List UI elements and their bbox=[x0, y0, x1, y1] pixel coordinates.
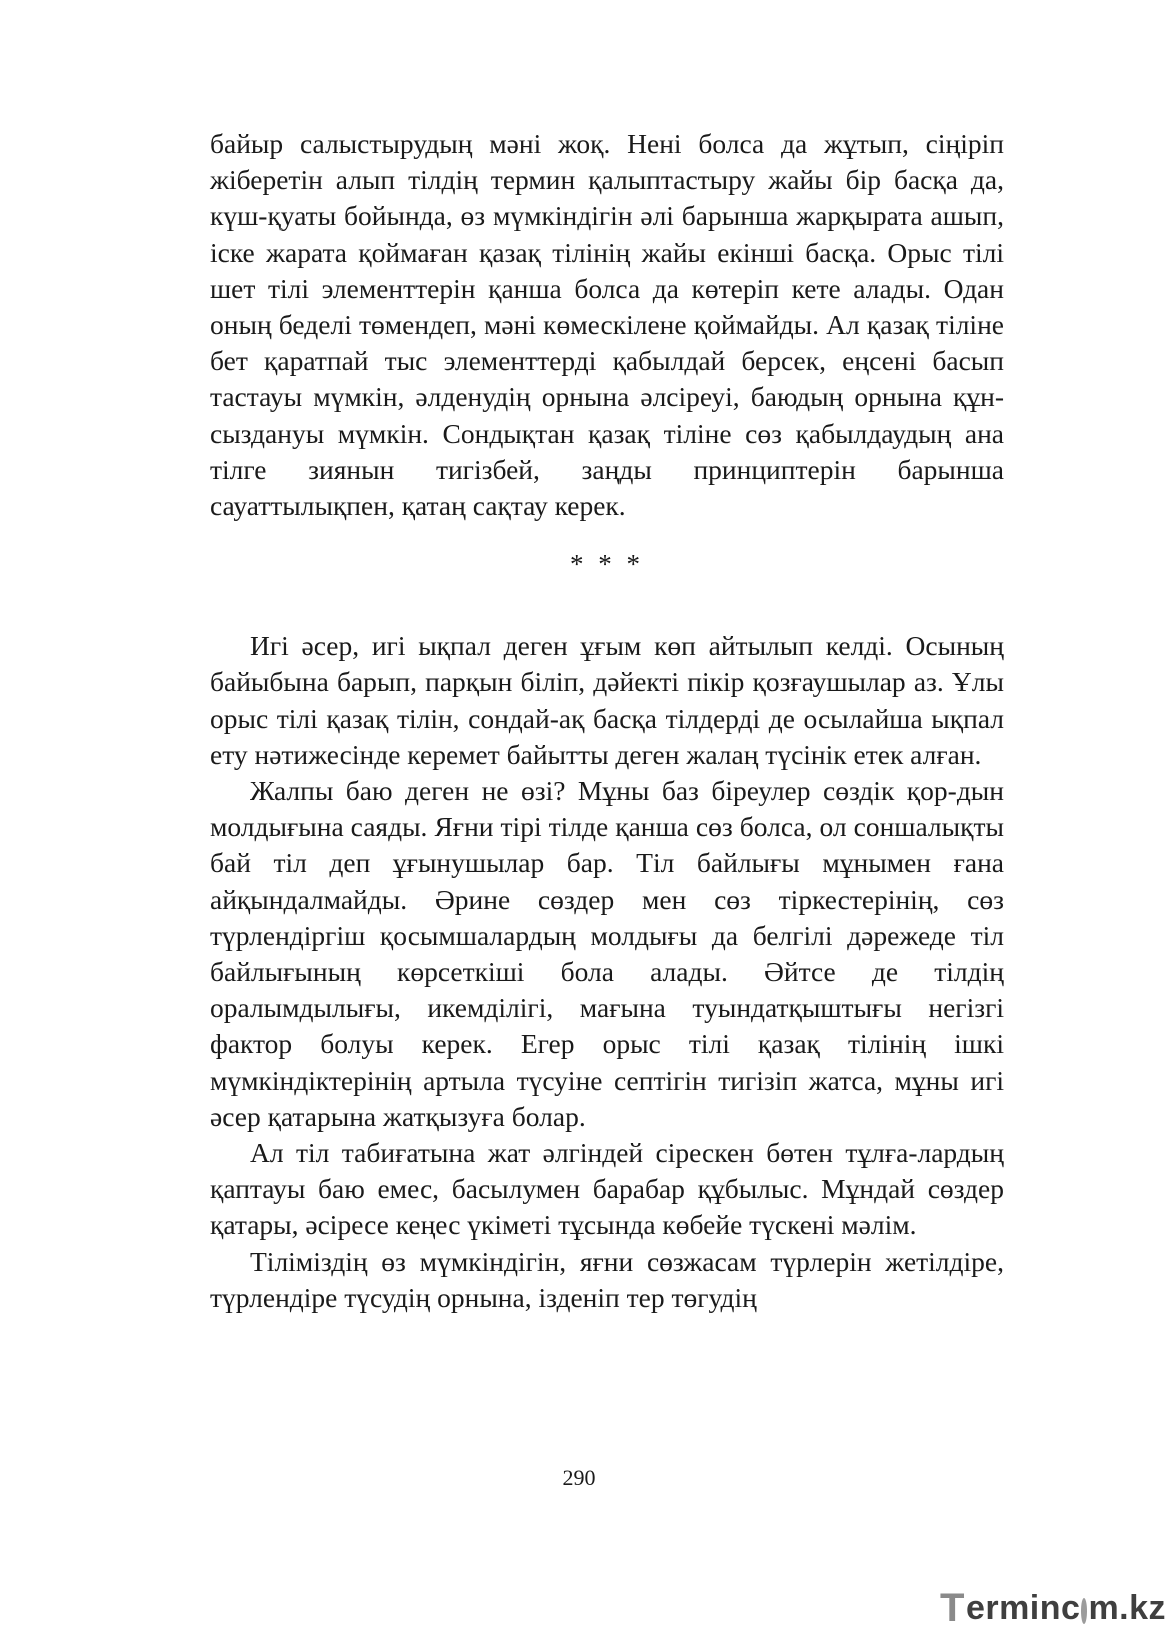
paragraph: Тіліміздің өз мүмкіндігін, яғни сөзжасам түрлерін жетілдіре, түрлендіре түсудің орнына, ізденіп тер төгудің bbox=[210, 1245, 1004, 1313]
paragraph: Жалпы баю деген не өзі? Мұны баз біреулер сөздік қор-дын молдығына саяды. Яғни тірі тілде қанша сөз болса, ол соншалықты бай тіл деп ұғынушылар бар. Тіл байлығы мұнымен ғана айқындалмайды. Әрине сөздер мен сөз тіркестерінің, сөз түрлендіргіш қосымшалардың молдығы да белгілі дәрежеде тіл байлығының көрсеткіші бола алады. Әйтсе де тілдің оралымдылығы, икемділігі, мағына туындатқыштығы негізгі фактор болуы керек. Егер орыс тілі қазақ тілінің ішкі мүмкіндіктерінің артыла түсуіне септігін тигізіп жатса, мұны игі әсер қатарына жатқызуға болар. bbox=[210, 775, 1004, 1132]
watermark-text-part1: erminc bbox=[965, 1588, 1081, 1627]
watermark-text-part2: m.kz bbox=[1088, 1588, 1166, 1627]
page-number: 290 bbox=[562, 1465, 596, 1490]
paragraph-continuation: байыр салыстырудың мәні жоқ. Нені болса да жұтып, сіңіріп жіберетін алып тілдің термин қалыптастыру жайы бір басқа да, күш-қуаты бойында, өз мүмкіндігін әлі барынша жарқырата ашып, іске жарата қоймаған қазақ тілінің жайы екінші басқа. Орыс тілі шет тілі элементтерін қанша болса да көтеріп кете алады. Одан оның беделі төмендеп, мәні көмескілене қоймайды. Ал қазақ тіліне бет қаратпай тыс элементтерді қабылдай берсек, еңсені басып тастауы мүмкін, әлденудің орнына әлсіреуі, баюдың орнына құн-сыздануы мүмкін. Сондықтан қазақ тіліне сөз қабылдаудың ана тілге зиянын тигізбей, заңды принциптерін барынша сауаттылықпен, қатаң сақтау керек. bbox=[210, 128, 1004, 522]
watermark-o-ring-icon bbox=[1081, 1598, 1087, 1624]
paragraph: Игі әсер, игі ықпал деген ұғым көп айтылып келді. Осының байыбына барып, парқын біліп, дәйекті пікір қозғаушылар аз. Ұлы орыс тілі қазақ тілін, сондай-ақ басқа тілдерді де осылайша ықпал ету нәтижесінде керемет байытты деген жалаң түсінік етек алған. bbox=[210, 630, 1004, 770]
section-separator: * * * bbox=[570, 549, 644, 580]
watermark-t-letter: T bbox=[940, 1585, 965, 1630]
termincom-watermark-logo bbox=[940, 1585, 1166, 1630]
page-body bbox=[210, 126, 1004, 1316]
paragraph: Ал тіл табиғатына жат әлгіндей сірескен бөтен тұлға-лардың қаптауы баю емес, басылумен барабар құбылыс. Мұндай сөздер қатары, әсіресе кеңес үкіметі тұсында көбейе түскені мәлім. bbox=[210, 1137, 1004, 1241]
